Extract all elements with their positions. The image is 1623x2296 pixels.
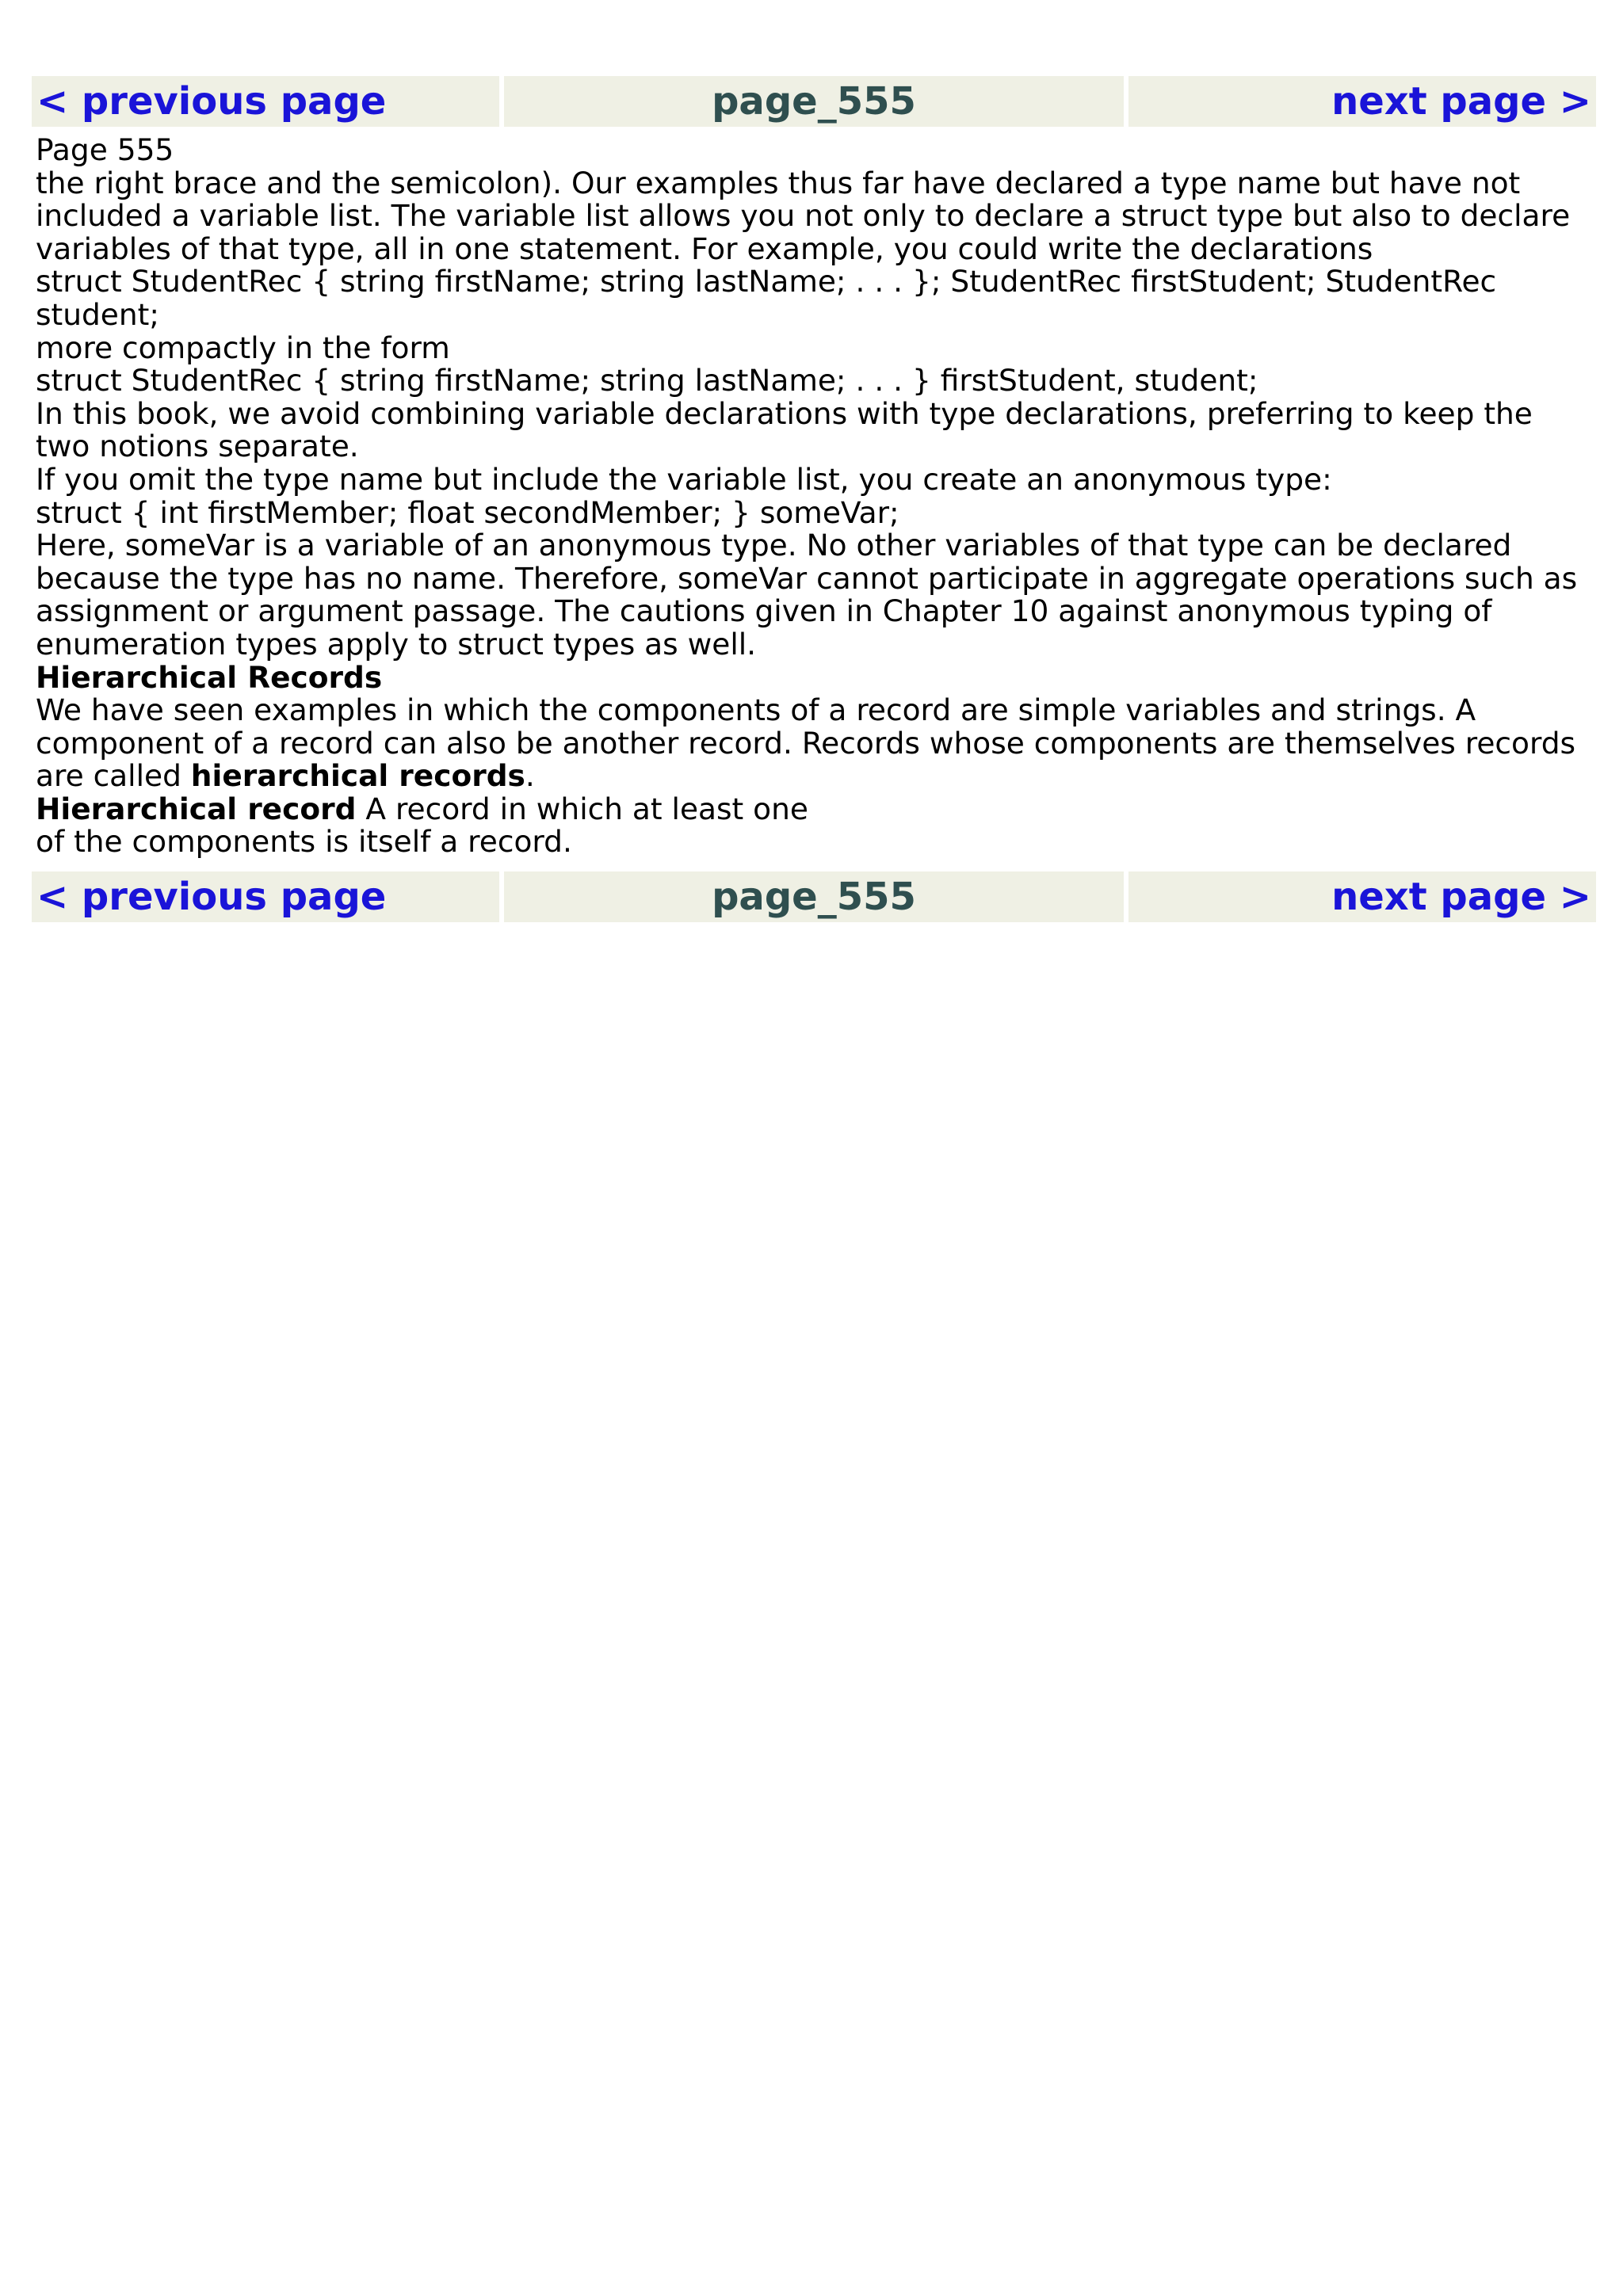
definition-term: Hierarchical record — [36, 791, 357, 826]
page-content — [36, 134, 1593, 859]
next-page-link[interactable]: next page > — [1128, 871, 1596, 922]
definition-text-continued: of the components is itself a record. — [36, 824, 572, 860]
definition-text: A record in which at least one — [356, 791, 808, 826]
section-paragraph — [36, 694, 1593, 793]
previous-page-link[interactable]: < previous page — [32, 76, 499, 127]
previous-page-link[interactable]: < previous page — [32, 871, 499, 922]
section-heading: Hierarchical Records — [36, 659, 383, 695]
paragraph: If you omit the type name but include the variable list, you create an anonymous type: — [36, 461, 1332, 497]
paragraph: Here, someVar is a variable of an anonymous type. No other variables of that type can be declared because the type has no name. Therefore, someVar cannot participate in aggregate operations such as assignment or argument passage. The cautions given in Chapter 10 against anonymous typing of enumeration types apply to struct types as well. — [36, 528, 1578, 662]
code-example-compact: struct StudentRec { string firstName; string lastName; . . . } firstStudent, student; — [36, 363, 1258, 399]
next-page-link[interactable]: next page > — [1128, 76, 1596, 127]
paragraph: the right brace and the semicolon). Our examples thus far have declared a type name but have not included a variable list. The variable list allows you not only to declare a struct type but also to declare variables of that type, all in one statement. For example, you could write the declarations — [36, 165, 1571, 266]
paragraph: more compactly in the form — [36, 330, 450, 365]
paragraph: In this book, we avoid combining variable declarations with type declarations, preferring to keep the two notions separate. — [36, 395, 1533, 464]
page-indicator: page_555 — [504, 871, 1124, 922]
section-paragraph-text: We have seen examples in which the components of a record are simple variables and strings. A component of a record can also be another record. Records whose components are themselves records are called — [36, 692, 1576, 794]
page-indicator: page_555 — [504, 76, 1124, 127]
section-paragraph-end: . — [525, 758, 535, 794]
page-number: Page 555 — [36, 132, 174, 167]
key-term: hierarchical records — [190, 758, 525, 794]
code-example-anonymous: struct { int firstMember; float secondMember; } someVar; — [36, 494, 899, 530]
code-example-declarations: struct StudentRec { string firstName; string lastName; . . . }; StudentRec firstStudent; StudentRec student; — [36, 264, 1497, 332]
definition-box — [36, 793, 1593, 859]
bottom-navigation-bar — [32, 871, 1596, 922]
top-navigation-bar — [32, 76, 1596, 127]
